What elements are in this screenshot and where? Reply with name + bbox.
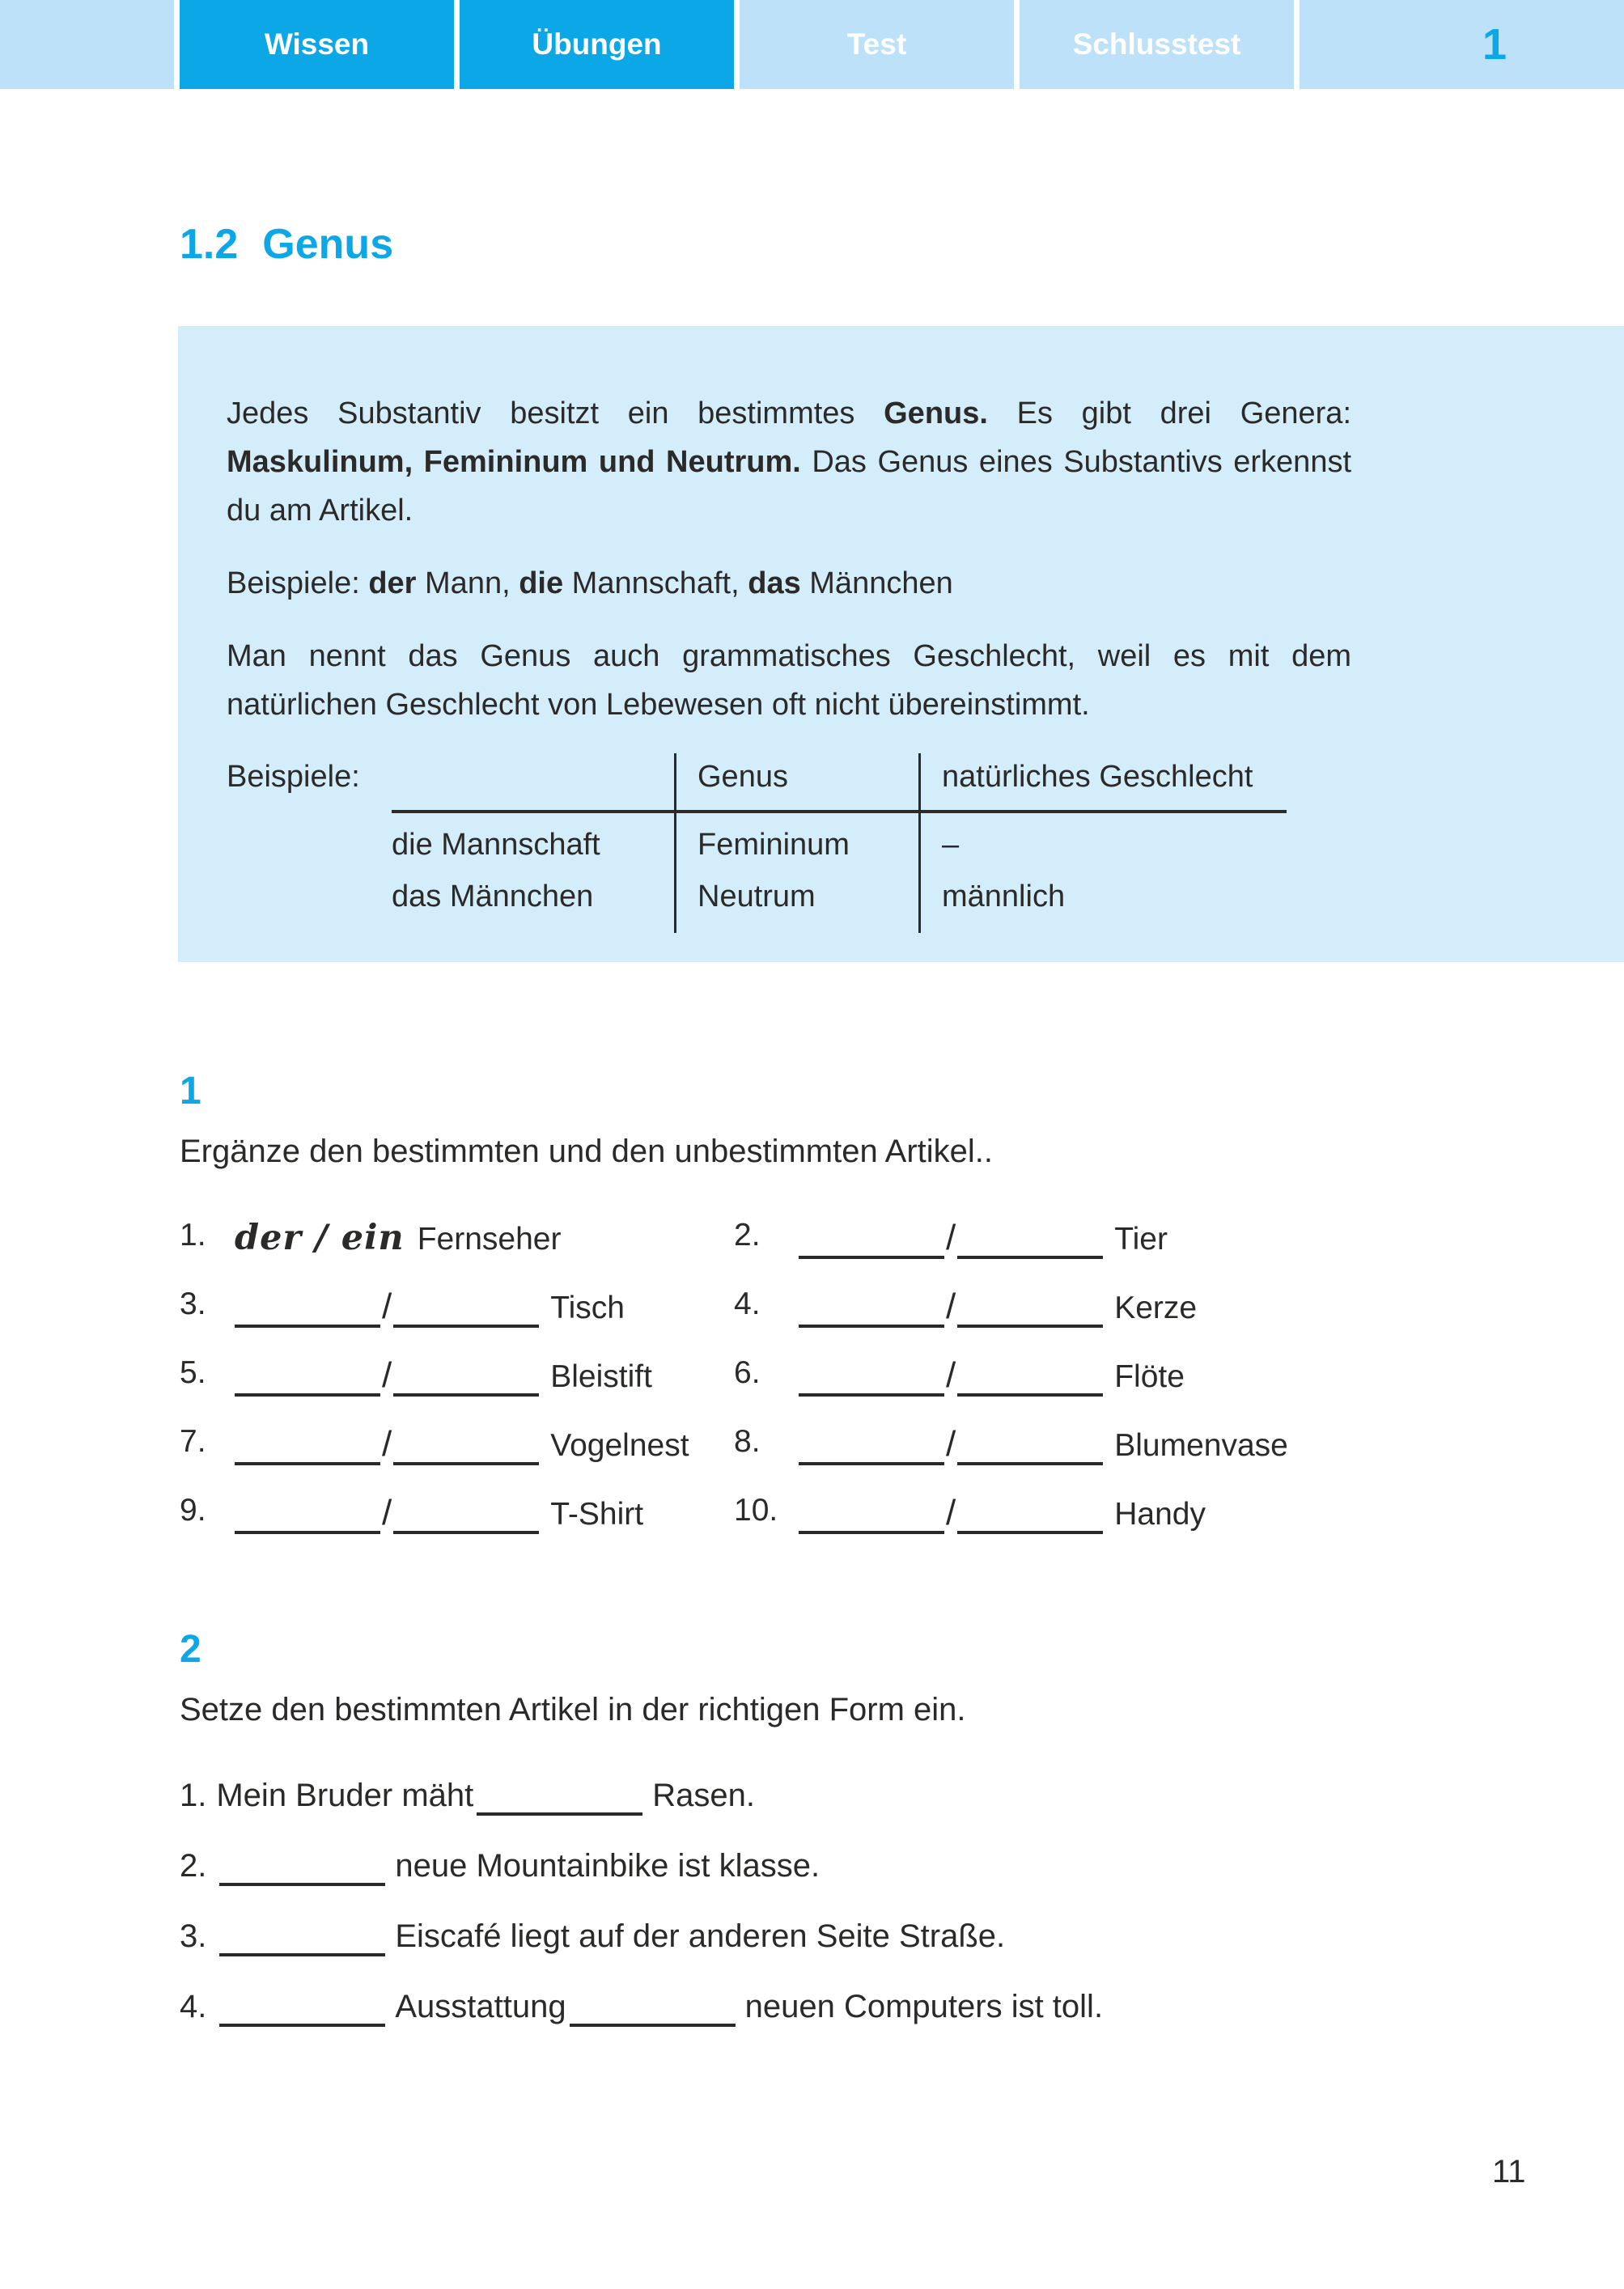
- indefinite-article-blank[interactable]: [957, 1438, 1103, 1465]
- list-item: [799, 1355, 1490, 1397]
- item-noun: T-Shirt: [550, 1497, 644, 1532]
- info-box: [178, 326, 1624, 962]
- item-number: 3.: [180, 1287, 206, 1321]
- blank-separator: /: [946, 1287, 956, 1326]
- item-number: 4.: [734, 1287, 761, 1321]
- list-item: [180, 1778, 1490, 1813]
- info-paragraph-2: Man nennt das Genus auch grammatisches Geschlecht, weil es mit dem natürlichen Geschlecht von Lebewesen oft nicht übereinstimmt.: [227, 639, 1351, 722]
- table-header-example: [392, 753, 674, 813]
- exercise-2-instruction: Setze den bestimmten Artikel in der richtigen Form ein.: [180, 1692, 966, 1727]
- section-number: 1.2: [180, 221, 239, 268]
- definite-article-blank[interactable]: [235, 1300, 380, 1328]
- list-item: [799, 1424, 1490, 1465]
- item-number: 3.: [180, 1918, 207, 1954]
- item-number: 2.: [734, 1218, 761, 1253]
- item-noun: Vogelnest: [550, 1428, 689, 1463]
- item-number: 6.: [734, 1355, 761, 1390]
- blank-separator: /: [946, 1424, 956, 1464]
- sentence-after-blank: Eiscafé liegt auf der anderen Seite Straße.: [395, 1918, 1006, 1954]
- blank-separator: /: [382, 1287, 392, 1326]
- blank-separator: /: [946, 1355, 956, 1395]
- item-noun: Blumenvase: [1114, 1428, 1288, 1463]
- article-der: der: [368, 566, 417, 600]
- blank-separator: /: [382, 1355, 392, 1395]
- definite-article-blank[interactable]: [799, 1507, 944, 1534]
- list-item: [180, 1848, 1490, 1884]
- definite-article-blank[interactable]: [799, 1231, 944, 1259]
- text-run: Es gibt drei Genera:: [987, 396, 1351, 430]
- article-blank[interactable]: [219, 1929, 385, 1956]
- page-number: 11: [1492, 2154, 1526, 2189]
- definite-article-blank[interactable]: [799, 1369, 944, 1397]
- item-noun: Bleistift: [550, 1359, 652, 1394]
- table-cell-natural: männlich: [918, 865, 1287, 933]
- exercise-2-items: [180, 1778, 1490, 2024]
- item-number: 1.: [180, 1218, 206, 1253]
- sentence-between-blanks: Ausstattung: [395, 1989, 566, 2024]
- indefinite-article-blank[interactable]: [957, 1369, 1103, 1397]
- list-item: [235, 1218, 734, 1258]
- indefinite-article-blank[interactable]: [393, 1300, 539, 1328]
- text-run: Das Genus eines Substantivs erkennst du am Artikel.: [227, 445, 1352, 528]
- definite-article-blank[interactable]: [799, 1300, 944, 1328]
- text-run: Mann,: [416, 566, 519, 600]
- chapter-number-badge: [1300, 0, 1624, 89]
- indefinite-article-blank[interactable]: [393, 1369, 539, 1397]
- item-number: 8.: [734, 1424, 761, 1459]
- genus-example-table: [227, 753, 1287, 933]
- list-item: [235, 1355, 734, 1397]
- definite-article-blank[interactable]: [235, 1369, 380, 1397]
- article-die: die: [519, 566, 564, 600]
- item-noun: Tier: [1114, 1222, 1168, 1257]
- item-number: 2.: [180, 1848, 207, 1884]
- table-cell-empty: [227, 865, 392, 933]
- list-item: [180, 1989, 1490, 2024]
- bold-term: Maskulinum, Femininum und Neutrum.: [227, 445, 801, 479]
- header-tab-bar: [0, 0, 1624, 89]
- header-spacer: [0, 0, 174, 89]
- item-number: 5.: [180, 1355, 206, 1390]
- exercise-1-number: 1: [180, 1070, 201, 1113]
- section-title-text: Genus: [262, 221, 394, 268]
- indefinite-article-blank[interactable]: [393, 1507, 539, 1534]
- table-cell-example: die Mannschaft: [392, 828, 600, 862]
- list-item: [180, 1918, 1490, 1954]
- item-number: 4.: [180, 1989, 207, 2024]
- table-cell-genus: Neutrum: [674, 865, 918, 933]
- prefilled-answer: der / ein: [235, 1218, 405, 1258]
- exercise-1-items: [180, 1218, 1490, 1562]
- article-blank[interactable]: [219, 1859, 385, 1886]
- item-noun: Fernseher: [417, 1222, 562, 1257]
- indefinite-article-blank[interactable]: [957, 1231, 1103, 1259]
- list-item: [799, 1287, 1490, 1328]
- item-number: 7.: [180, 1424, 206, 1459]
- info-box-content: [227, 389, 1351, 933]
- list-item: [235, 1424, 734, 1465]
- tab-wissen[interactable]: Wissen: [180, 0, 454, 89]
- article-blank[interactable]: [570, 1999, 736, 2027]
- sentence-after-blank: neue Mountainbike ist klasse.: [395, 1848, 820, 1884]
- blank-separator: /: [946, 1218, 956, 1257]
- list-item: [235, 1493, 734, 1534]
- blank-separator: /: [382, 1424, 392, 1464]
- list-item: [799, 1218, 1490, 1259]
- examples-label: Beispiele:: [227, 566, 369, 600]
- list-item: [799, 1493, 1490, 1534]
- text-run: Mannschaft,: [563, 566, 748, 600]
- article-blank[interactable]: [477, 1788, 642, 1816]
- definite-article-blank[interactable]: [799, 1438, 944, 1465]
- article-blank[interactable]: [219, 1999, 385, 2027]
- table-cell-genus: Femininum: [674, 813, 918, 865]
- exercise-2-number: 2: [180, 1628, 201, 1671]
- page-title: [180, 220, 393, 269]
- table-cell-empty: [227, 813, 392, 865]
- item-number: 9.: [180, 1493, 206, 1528]
- indefinite-article-blank[interactable]: [957, 1300, 1103, 1328]
- exercise-1: [180, 1072, 1490, 1562]
- definite-article-blank[interactable]: [235, 1438, 380, 1465]
- item-noun: Tisch: [550, 1291, 625, 1325]
- list-item: [235, 1287, 734, 1328]
- table-cell-example: das Männchen: [392, 880, 594, 913]
- chapter-number: 1: [1482, 20, 1507, 69]
- table-label: Beispiele:: [227, 760, 360, 794]
- sentence-before-blank: Mein Bruder mäht: [216, 1778, 474, 1813]
- sentence-after-blank: Rasen.: [652, 1778, 756, 1813]
- item-noun: Flöte: [1114, 1359, 1185, 1394]
- exercise-1-instruction: Ergänze den bestimmten und den unbestimmten Artikel..: [180, 1134, 993, 1169]
- blank-separator: /: [946, 1493, 956, 1532]
- indefinite-article-blank[interactable]: [957, 1507, 1103, 1534]
- exercise-2: [180, 1630, 1490, 2059]
- examples-line: [227, 559, 1351, 608]
- definite-article-blank[interactable]: [235, 1507, 380, 1534]
- tab-uebungen[interactable]: Übungen: [460, 0, 734, 89]
- tab-test[interactable]: Test: [740, 0, 1014, 89]
- blank-separator: /: [382, 1493, 392, 1532]
- item-noun: Handy: [1114, 1497, 1206, 1532]
- table-cell-natural: –: [918, 813, 1287, 865]
- item-noun: Kerze: [1114, 1291, 1198, 1325]
- indefinite-article-blank[interactable]: [393, 1438, 539, 1465]
- text-run: Jedes Substantiv besitzt ein bestimmtes: [227, 396, 884, 430]
- bold-term: Genus.: [884, 396, 988, 430]
- info-paragraph-1: [227, 389, 1351, 535]
- article-das: das: [748, 566, 801, 600]
- text-run: Männchen: [800, 566, 953, 600]
- table-header-natural-gender: natürliches Geschlecht: [918, 753, 1287, 813]
- tab-schlusstest[interactable]: Schlusstest: [1020, 0, 1294, 89]
- sentence-after-blank: neuen Computers ist toll.: [744, 1989, 1104, 2024]
- table-header-genus: Genus: [674, 753, 918, 813]
- item-number: 10.: [734, 1493, 778, 1528]
- item-number: 1.: [180, 1778, 207, 1813]
